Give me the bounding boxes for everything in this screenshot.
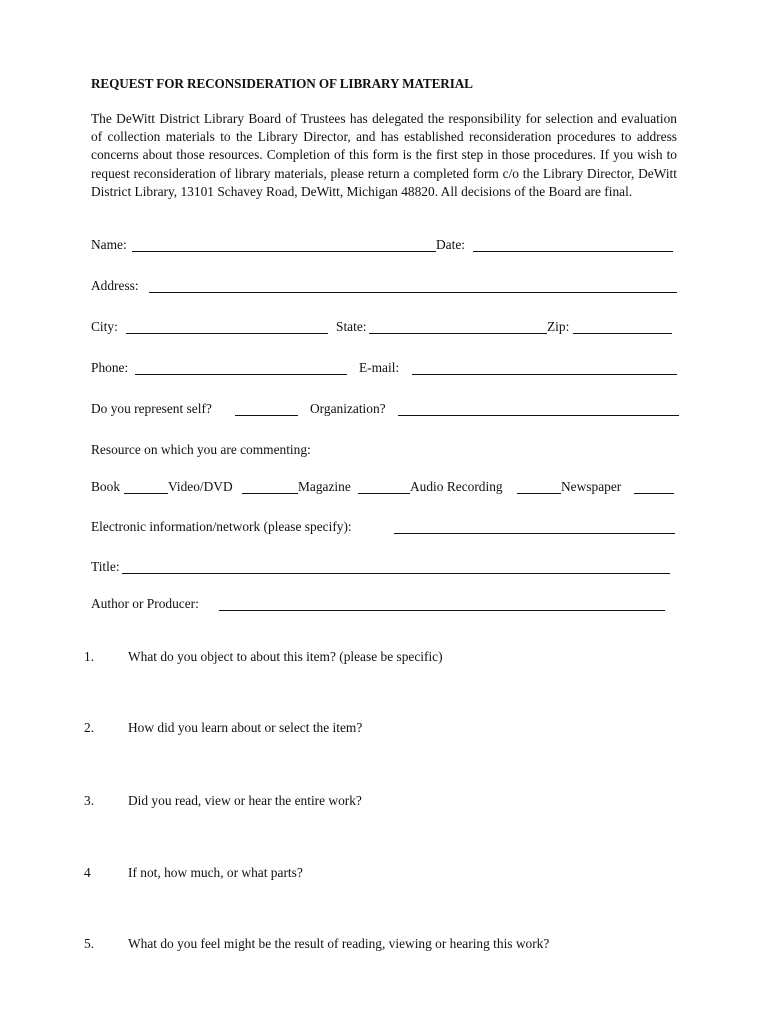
address-field[interactable] — [149, 292, 677, 293]
represent-self-label: Do you represent self? — [91, 401, 212, 416]
question-text: If not, how much, or what parts? — [128, 865, 303, 880]
book-label: Book — [91, 479, 121, 494]
name-field[interactable] — [132, 251, 436, 252]
newspaper-label: Newspaper — [561, 479, 622, 494]
question-text: Did you read, view or hear the entire work? — [128, 793, 362, 808]
book-field[interactable] — [124, 493, 168, 494]
organization-label: Organization? — [310, 401, 386, 416]
phone-label: Phone: — [91, 360, 129, 375]
name-label: Name: — [91, 237, 127, 252]
phone-field[interactable] — [135, 374, 347, 375]
state-field[interactable] — [369, 333, 547, 334]
question-number: 3. — [84, 793, 95, 808]
question-number: 2. — [84, 720, 95, 735]
address-label: Address: — [91, 278, 139, 293]
date-label: Date: — [436, 237, 465, 252]
newspaper-field[interactable] — [634, 493, 674, 494]
intro-paragraph: The DeWitt District Library Board of Trustees has delegated the responsibility for selection and evaluation of collection materials to the Library Director, and has established reconsideration procedures to address concerns about those resources. Completion of this form is the first step in those procedures. If you wish to request reconsideration of library materials, please return a completed form c/o the Library Director, DeWitt District Library, 13101 Schavey Road, DeWitt, Michigan 48820. All decisions of the Board are final. — [91, 111, 677, 199]
zip-label: Zip: — [547, 319, 570, 334]
video-label: Video/DVD — [168, 479, 233, 494]
resource-prompt: Resource on which you are commenting: — [91, 442, 311, 457]
electronic-label: Electronic information/network (please specify): — [91, 519, 352, 534]
author-field[interactable] — [219, 610, 665, 611]
item-title-label: Title: — [91, 559, 120, 574]
city-field[interactable] — [126, 333, 328, 334]
email-field[interactable] — [412, 374, 677, 375]
represent-self-field[interactable] — [235, 415, 298, 416]
author-label: Author or Producer: — [91, 596, 199, 611]
magazine-field[interactable] — [358, 493, 410, 494]
date-field[interactable] — [473, 251, 673, 252]
email-label: E-mail: — [359, 360, 400, 375]
question-text: What do you feel might be the result of reading, viewing or hearing this work? — [128, 936, 550, 951]
magazine-label: Magazine — [298, 479, 351, 494]
video-field[interactable] — [242, 493, 298, 494]
question-number: 5. — [84, 936, 95, 951]
question-number: 4 — [84, 865, 91, 880]
question-text: How did you learn about or select the item? — [128, 720, 363, 735]
question-number: 1. — [84, 649, 95, 664]
city-label: City: — [91, 319, 118, 334]
state-label: State: — [336, 319, 367, 334]
organization-field[interactable] — [398, 415, 679, 416]
zip-field[interactable] — [573, 333, 672, 334]
question-text: What do you object to about this item? (please be specific) — [128, 649, 443, 664]
audio-field[interactable] — [517, 493, 561, 494]
item-title-field[interactable] — [122, 573, 670, 574]
electronic-field[interactable] — [394, 533, 675, 534]
audio-label: Audio Recording — [410, 479, 503, 494]
form-title: REQUEST FOR RECONSIDERATION OF LIBRARY MATERIAL — [91, 76, 473, 91]
